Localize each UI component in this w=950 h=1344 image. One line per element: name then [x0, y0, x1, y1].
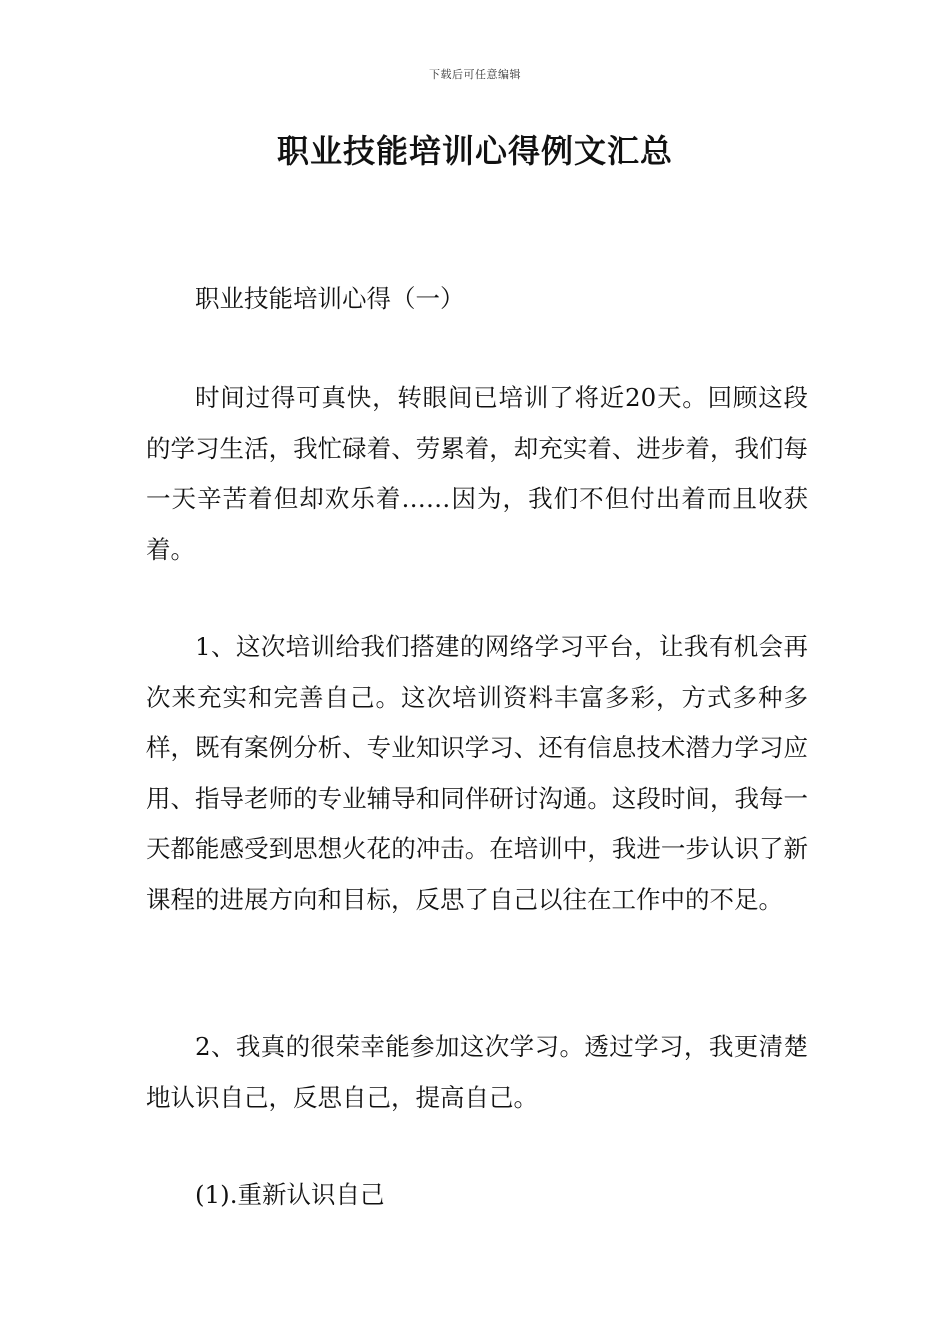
paragraph-point-1: 1、这次培训给我们搭建的网络学习平台，让我有机会再次来充实和完善自己。这次培训资料丰富多彩，方式多种多样，既有案例分析、专业知识学习、还有信息技术潜力学习应用、指导老师的专业辅导和同伴研讨沟通。这段时间，我每一天都能感受到思想火花的冲击。在培训中，我进一步认识了新课程的进展方向和目标，反思了自己以往在工作中的不足。: [146, 632, 808, 914]
paragraph-intro: 时间过得可真快，转眼间已培训了将近20天。回顾这段的学习生活，我忙碌着、劳累着，却充实着、进步着，我们每一天辛苦着但却欢乐着……因为，我们不但付出着而且收获着。: [146, 383, 808, 564]
paragraph-point-2: 2、我真的很荣幸能参加这次学习。透过学习，我更清楚地认识自己，反思自己，提高自己。: [146, 1032, 808, 1112]
subheading-1: (1).重新认识自己: [195, 1180, 385, 1209]
document-title: 职业技能培训心得例文汇总: [276, 132, 673, 170]
section-heading: 职业技能培训心得（一）: [195, 284, 465, 313]
header-note: 下载后可任意编辑: [429, 68, 521, 81]
